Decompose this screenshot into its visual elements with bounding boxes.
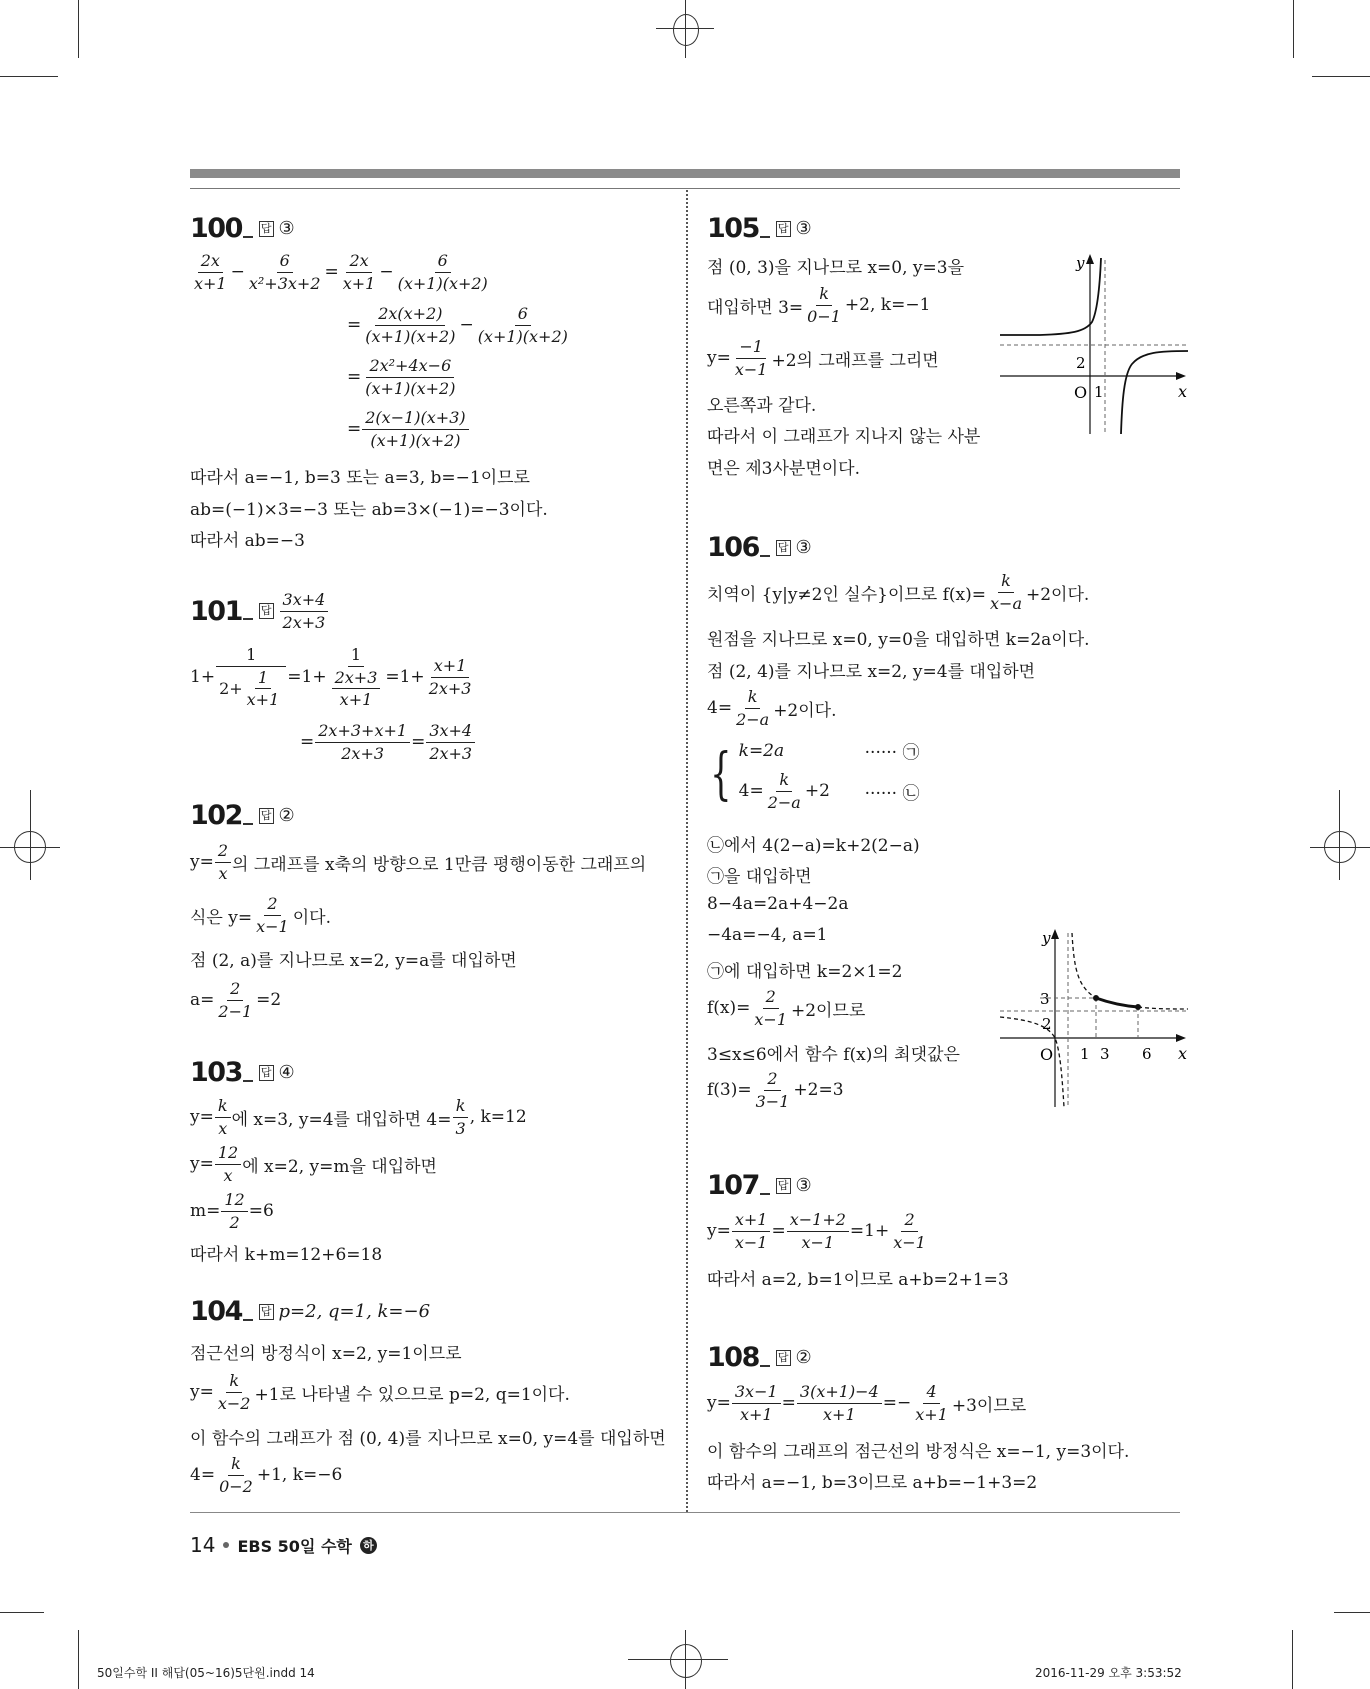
text-line: 이 함수의 그래프가 점 (0, 4)를 지나므로 x=0, y=4를 대입하면	[190, 1429, 666, 1449]
header-rule	[190, 188, 1180, 189]
answer-label-icon: 답	[260, 1065, 272, 1079]
footer-rule	[190, 1512, 1180, 1513]
svg-text:3: 3	[1040, 990, 1050, 1008]
equation-line: = $\frac{2(x-1)(x+3)}{(x+1)(x+2)}$	[347, 409, 470, 449]
equation-line: y= $\frac{-1}{x-1}$ +2의 그래프를 그리면	[707, 337, 939, 379]
equation-line: f(3)= $\frac{2}{3-1}$ +2=3	[707, 1069, 844, 1111]
equation-line: $\frac{2x}{x+1}$ − $\frac{6}{\text{x²+3x+2}}$ = $\frac{2x}{x+1}$ − $\frac{6}{(x+1)(x+2)}$	[194, 251, 488, 293]
text-line: 3≤x≤6에서 함수 f(x)의 최댓값은	[707, 1045, 960, 1065]
answer-label-icon: 답	[260, 808, 272, 822]
text-line: 따라서 a=−1, b=3이므로 a+b=−1+3=2	[707, 1473, 1038, 1493]
text-line: 따라서 a=2, b=1이므로 a+b=2+1=3	[707, 1270, 1009, 1290]
text-line: 점 (2, 4)를 지나므로 x=2, y=4를 대입하면	[707, 662, 1036, 682]
problem-number: 100	[190, 213, 242, 244]
problem-105-header	[707, 213, 812, 244]
svg-text:y: y	[1042, 929, 1051, 947]
column-divider	[686, 190, 688, 1512]
problem-answer: p=2, q=1, k=−6	[278, 1301, 431, 1322]
answer-label-icon: 답	[260, 604, 272, 618]
problem-answer: ③	[278, 218, 295, 239]
answer-label-icon: 답	[777, 1350, 789, 1364]
graph-105	[1000, 252, 1190, 434]
registration-mark	[673, 14, 699, 46]
origin-label: O	[1074, 383, 1088, 402]
book-title: EBS 50일 수학	[237, 1536, 352, 1556]
equation-line: y= $\frac{x+1}{x-1}$ = $\frac{x-1+2}{x-1}$ =1+ $\frac{2}{x-1}$	[707, 1210, 926, 1252]
registration-mark	[670, 1644, 702, 1678]
problem-answer: ②	[795, 1347, 812, 1368]
svg-text:1: 1	[1080, 1045, 1090, 1063]
problem-number: 107	[707, 1170, 759, 1201]
svg-text:x: x	[1178, 1044, 1188, 1063]
equation-line: 1+ 1 2+ $\frac{1}{x+1}$ =1+ $\frac{1}{\frac{2x+3}{x+1}}$ =1+ $\frac{x+1}{2x+3}$	[190, 645, 472, 710]
svg-text:2: 2	[1042, 1015, 1052, 1033]
text-line: 점 (2, a)를 지나므로 x=2, y=a를 대입하면	[190, 951, 517, 971]
answer-label-icon: 답	[777, 221, 789, 235]
problem-answer: ②	[278, 805, 295, 826]
problem-number: 103	[190, 1057, 242, 1088]
equation-line: 대입하면 3= $\frac{k}{0-1}$ +2, k=−1	[707, 284, 931, 326]
problem-number: 105	[707, 213, 759, 244]
left-brace: {	[710, 741, 732, 807]
equation-line: y= $\frac{k}{x}$ 에 x=3, y=4를 대입하면 4= $\frac{k}{3}$ , k=12	[190, 1096, 527, 1138]
equation-line: m= $\frac{12}{2}$ =6	[190, 1190, 274, 1232]
registration-mark	[14, 831, 46, 863]
problem-number: 106	[707, 532, 759, 563]
text-line: 점 (0, 3)을 지나므로 x=0, y=3을	[707, 258, 964, 278]
equation-line: f(x)= $\frac{2}{x-1}$ +2이므로	[707, 987, 866, 1029]
tick-label: 2	[1076, 354, 1086, 372]
text-line: ab=(−1)×3=−3 또는 ab=3×(−1)=−3이다.	[190, 500, 548, 520]
problem-answer: ③	[795, 1175, 812, 1196]
equation-line: y= $\frac{2}{x}$ 의 그래프를 x축의 방향으로 1만큼 평행이동한 그래프의	[190, 841, 647, 883]
svg-text:6: 6	[1142, 1045, 1152, 1063]
text-line: −4a=−4, a=1	[707, 925, 828, 945]
text-line: ㉡에서 4(2−a)=k+2(2−a)	[707, 836, 920, 856]
volume-badge: 하	[360, 1537, 377, 1554]
axis-label-y: y	[1076, 254, 1085, 272]
text-line: 면은 제3사분면이다.	[707, 459, 860, 479]
text-line: ㉠을 대입하면	[707, 867, 812, 887]
problem-answer: ③	[795, 537, 812, 558]
answer-label-icon: 답	[260, 221, 272, 235]
problem-answer: ③	[795, 218, 812, 239]
registration-mark	[1324, 831, 1356, 863]
equation-system: { k=2a ······ ㉠ 4= $\frac{k}{2-a}$ +2 ······ ㉡	[710, 740, 920, 812]
problem-100-header	[190, 213, 295, 244]
equation-line: y= $\frac{k}{x-2}$ +1로 나타낼 수 있으므로 p=2, q=1이다.	[190, 1371, 570, 1413]
svg-text:O: O	[1040, 1045, 1054, 1064]
text-line: 따라서 ab=−3	[190, 531, 305, 551]
problem-number: 108	[707, 1342, 759, 1373]
equation-line: a= $\frac{2}{2-1}$ =2	[190, 979, 282, 1021]
crop-mark	[1334, 1612, 1370, 1613]
problem-108-header	[707, 1342, 812, 1373]
problem-101-header	[190, 591, 329, 631]
text-line: 따라서 a=−1, b=3 또는 a=3, b=−1이므로	[190, 468, 530, 488]
answer-label-icon: 답	[777, 1178, 789, 1192]
tick-label: 1	[1094, 383, 1104, 401]
text-line: ㉠에 대입하면 k=2×1=2	[707, 962, 903, 982]
crop-mark	[78, 0, 79, 58]
problem-answer: ④	[278, 1062, 295, 1083]
print-slug-filename: 50일수학 II 해답(05~16)5단원.indd 14	[97, 1666, 315, 1680]
crop-mark	[0, 1612, 44, 1613]
print-slug-timestamp: 2016-11-29 오후 3:53:52	[1035, 1666, 1182, 1680]
axis-label-x: x	[1178, 382, 1188, 401]
text-line: 점근선의 방정식이 x=2, y=1이므로	[190, 1344, 462, 1364]
text-line: 따라서 이 그래프가 지나지 않는 사분	[707, 427, 981, 447]
problem-103-header	[190, 1057, 295, 1088]
crop-mark	[0, 76, 58, 77]
problem-104-header	[190, 1296, 430, 1327]
equation-line: 4= $\frac{k}{0-2}$ +1, k=−6	[190, 1454, 343, 1496]
text-line: 오른쪽과 같다.	[707, 396, 817, 416]
problem-106-header	[707, 532, 812, 563]
header-bar	[190, 169, 1180, 178]
equation-line: = $\frac{2x+3+x+1}{2x+3}$ = $\frac{3x+4}{2x+3}$	[300, 722, 476, 762]
answer-label-icon: 답	[777, 540, 789, 554]
problem-107-header	[707, 1170, 812, 1201]
text-line: 원점을 지나므로 x=0, y=0을 대입하면 k=2a이다.	[707, 630, 1090, 650]
svg-text:3: 3	[1100, 1045, 1110, 1063]
equation-line: 식은 y= $\frac{2}{x-1}$ 이다.	[190, 894, 331, 936]
page-number: 14	[190, 1533, 216, 1557]
problem-number: 102	[190, 800, 242, 831]
problem-number: 101	[190, 595, 242, 627]
equation-line: 치역이 {y|y≠2인 실수}이므로 f(x)= $\frac{k}{x-a}$ +2이다.	[707, 571, 1090, 613]
crop-mark	[1312, 76, 1370, 77]
crop-mark	[78, 1630, 79, 1689]
page-footer	[190, 1533, 377, 1557]
text-line: 이 함수의 그래프의 점근선의 방정식은 x=−1, y=3이다.	[707, 1442, 1130, 1462]
equation-line: = $\frac{\text{2x²+4x−6}}{(x+1)(x+2)}$	[347, 356, 456, 398]
crop-mark	[1293, 0, 1294, 58]
problem-answer: $\frac{3x+4}{2x+3}$	[280, 591, 329, 631]
equation-line: y= $\frac{12}{x}$ 에 x=2, y=m을 대입하면	[190, 1143, 437, 1185]
equation-line: y= $\frac{3x-1}{x+1}$ = $\frac{3(x+1)-4}{x+1}$ =− $\frac{4}{x+1}$ +3이므로	[707, 1382, 1027, 1424]
equation-line: 4= $\frac{k}{2-a}$ +2이다.	[707, 687, 837, 729]
bullet-icon	[223, 1542, 229, 1548]
answer-label-icon: 답	[260, 1304, 272, 1318]
equation-line: = $\frac{2x(x+2)}{(x+1)(x+2)}$ − $\frac{6}{(x+1)(x+2)}$	[347, 304, 568, 346]
graph-106	[1000, 925, 1190, 1107]
text-line: 8−4a=2a+4−2a	[707, 894, 849, 914]
problem-102-header	[190, 800, 295, 831]
text-line: 따라서 k+m=12+6=18	[190, 1245, 383, 1265]
crop-mark	[1292, 1630, 1293, 1689]
problem-number: 104	[190, 1296, 242, 1327]
